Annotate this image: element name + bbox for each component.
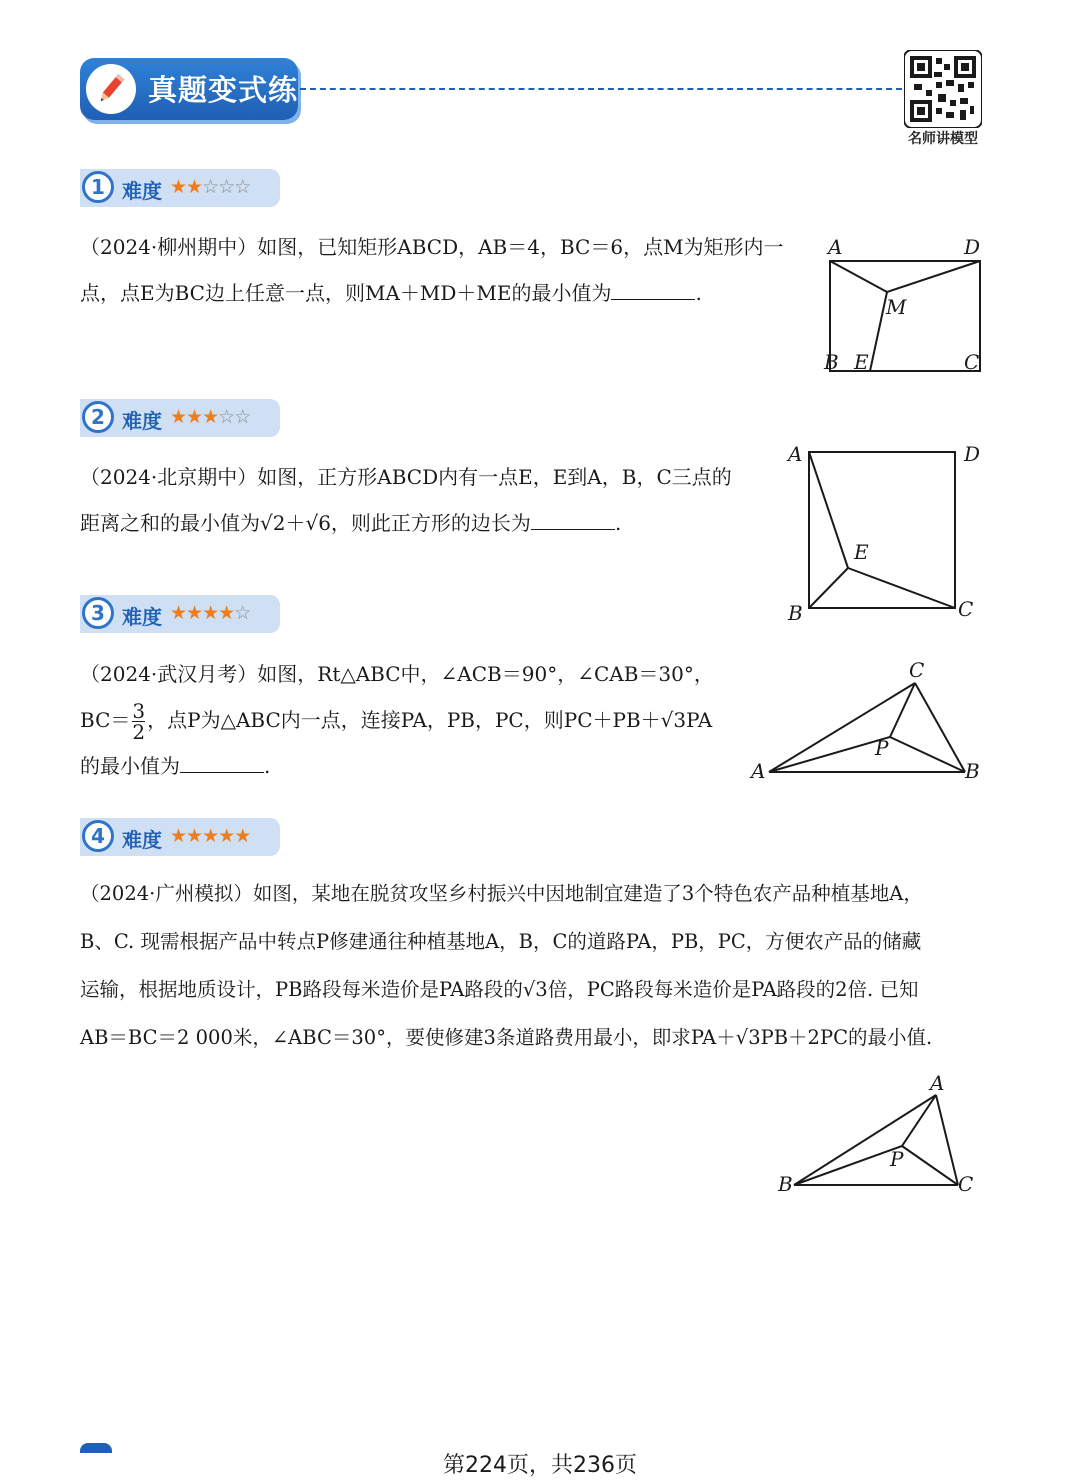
difficulty-badge-3	[80, 595, 280, 633]
point-label-c: C	[964, 350, 980, 374]
figure-rectangle-abcd	[812, 232, 992, 382]
point-label-m: M	[886, 295, 907, 319]
section-title: 真题变式练	[148, 73, 299, 107]
point-label-e: E	[854, 540, 869, 564]
star-empty-icon: ☆	[234, 406, 251, 428]
point-label-c: C	[958, 1172, 974, 1196]
point-label-b: B	[788, 601, 803, 625]
section-header-badge	[80, 58, 298, 120]
figure-square-abcd	[780, 440, 990, 630]
point-label-d: D	[964, 442, 981, 466]
problem-number: 2	[82, 401, 114, 433]
problem-4-text	[80, 870, 1000, 1062]
problem-3-text	[80, 651, 740, 789]
difficulty-stars	[170, 602, 250, 624]
point-label-e: E	[854, 350, 869, 374]
difficulty-label: 难度	[122, 828, 162, 852]
fraction-three-halves: $\frac{3}{2}$	[132, 699, 146, 744]
star-filled-icon: ★	[186, 406, 203, 428]
point-label-a: A	[930, 1071, 945, 1095]
star-filled-icon: ★	[234, 825, 251, 847]
problem-line: AB＝BC＝2 000米，∠ABC＝30°，要使修建3条道路费用最小，即求PA＋√3PB＋2PC的最小值.	[80, 1026, 933, 1049]
star-empty-icon: ☆	[234, 602, 251, 624]
difficulty-badge-1	[80, 169, 280, 207]
problem-number: 3	[82, 597, 114, 629]
star-filled-icon: ★	[218, 602, 235, 624]
point-label-b: B	[824, 350, 839, 374]
star-filled-icon: ★	[170, 825, 187, 847]
problem-number: 1	[82, 171, 114, 203]
problem-line: 的最小值为 .	[80, 743, 740, 789]
problem-line: （2024·柳州期中）如图，已知矩形ABCD，AB＝4，BC＝6，点M为矩形内一	[80, 235, 784, 259]
star-empty-icon: ☆	[234, 176, 251, 198]
point-label-p: P	[890, 1147, 904, 1171]
figure-triangle-bpc	[770, 1070, 985, 1200]
problem-line: 点，点E为BC边上任意一点，则MA＋MD＋ME的最小值为 .	[80, 270, 810, 316]
pencil-icon	[86, 64, 136, 114]
point-label-d: D	[964, 235, 981, 259]
difficulty-label: 难度	[122, 409, 162, 433]
point-label-a: A	[788, 442, 803, 466]
star-filled-icon: ★	[170, 176, 187, 198]
star-filled-icon: ★	[186, 602, 203, 624]
page-number: 第224页，共236页	[443, 1453, 637, 1478]
difficulty-stars	[170, 406, 250, 428]
figure-triangle-abc	[745, 655, 985, 790]
problem-line: 距离之和的最小值为√2＋√6，则此正方形的边长为 .	[80, 500, 780, 546]
point-label-a: A	[751, 759, 766, 783]
star-empty-icon: ☆	[202, 176, 219, 198]
star-empty-icon: ☆	[218, 176, 235, 198]
star-filled-icon: ★	[186, 825, 203, 847]
answer-blank[interactable]	[531, 507, 615, 530]
star-filled-icon: ★	[202, 602, 219, 624]
problem-line: （2024·武汉月考）如图，Rt△ABC中，∠ACB＝90°，∠CAB＝30°，	[80, 662, 714, 686]
answer-blank[interactable]	[611, 277, 695, 300]
point-label-b: B	[965, 759, 980, 783]
point-label-p: P	[875, 736, 889, 760]
qr-code-label: 名师讲模型	[908, 131, 978, 147]
point-label-a: A	[828, 235, 843, 259]
difficulty-label: 难度	[122, 179, 162, 203]
problem-line: B、C. 现需根据产品中转点P修建通往种植基地A，B，C的道路PA，PB，PC，方便农产品的储藏	[80, 930, 922, 953]
problem-2-text	[80, 454, 780, 546]
difficulty-badge-4	[80, 818, 280, 856]
point-label-c: C	[958, 597, 974, 621]
star-filled-icon: ★	[202, 825, 219, 847]
problem-line: BC＝ $\frac{3}{2}$ ，点P为△ABC内一点，连接PA，PB，PC，则PC＋PB＋√3PA	[80, 699, 713, 744]
problem-number: 4	[82, 820, 114, 852]
difficulty-label: 难度	[122, 605, 162, 629]
problem-line: 运输，根据地质设计，PB路段每米造价是PA路段的√3倍，PC路段每米造价是PA路段的2倍. 已知	[80, 978, 919, 1001]
header-divider	[300, 88, 902, 90]
problem-1-text	[80, 224, 810, 316]
problem-line: （2024·广州模拟）如图，某地在脱贫攻坚乡村振兴中因地制宜建造了3个特色农产品种植基地A，	[80, 882, 923, 905]
difficulty-stars	[170, 176, 250, 198]
star-filled-icon: ★	[170, 406, 187, 428]
difficulty-badge-2	[80, 399, 280, 437]
point-label-b: B	[778, 1172, 793, 1196]
star-empty-icon: ☆	[218, 406, 235, 428]
star-filled-icon: ★	[186, 176, 203, 198]
star-filled-icon: ★	[202, 406, 219, 428]
star-filled-icon: ★	[218, 825, 235, 847]
star-filled-icon: ★	[170, 602, 187, 624]
problem-line: （2024·北京期中）如图，正方形ABCD内有一点E，E到A，B，C三点的	[80, 465, 732, 489]
difficulty-stars	[170, 825, 250, 847]
qr-code-icon[interactable]	[904, 50, 982, 128]
answer-blank[interactable]	[180, 750, 264, 773]
point-label-c: C	[909, 658, 925, 682]
